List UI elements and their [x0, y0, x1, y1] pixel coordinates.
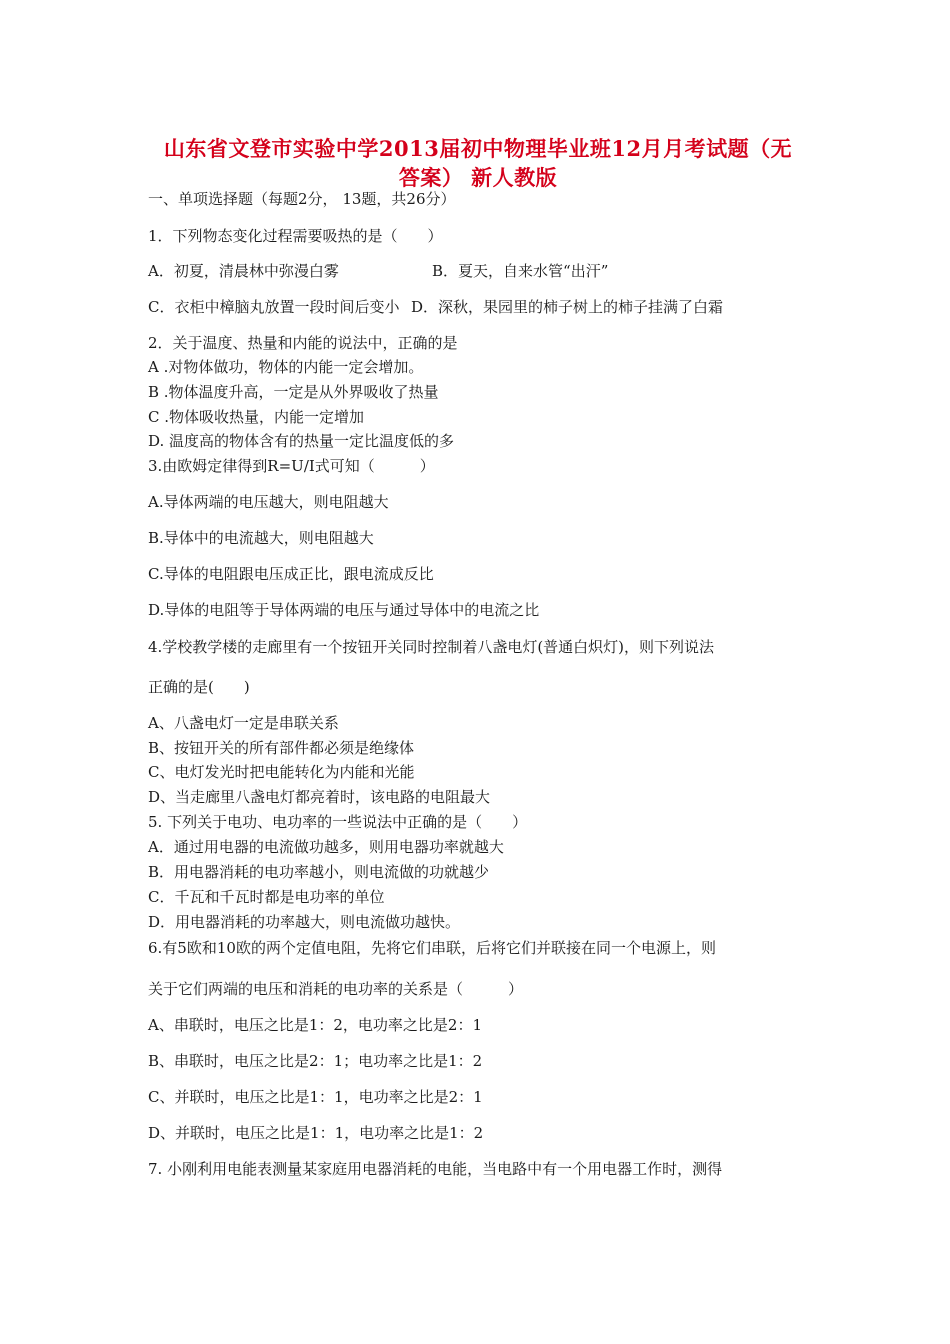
q3-option-a: A.导体两端的电压越大，则电阻越大 — [148, 493, 389, 511]
q6-option-c: C、并联时，电压之比是1：1，电功率之比是2：1 — [148, 1088, 483, 1106]
q4-stem-line-1: 4.学校教学楼的走廊里有一个按钮开关同时控制着八盏电灯(普通白炽灯)，则下列说法 — [148, 638, 715, 656]
q2-option-b: B .物体温度升高，一定是从外界吸收了热量 — [148, 383, 439, 401]
q2-option-a: A .对物体做功，物体的内能一定会增加。 — [148, 358, 424, 376]
q5-option-a: A．通过用电器的电流做功越多，则用电器功率就越大 — [148, 838, 504, 856]
q6-option-a: A、串联时，电压之比是1：2，电功率之比是2：1 — [148, 1016, 483, 1034]
q4-option-b: B、按钮开关的所有部件都必须是绝缘体 — [148, 739, 415, 757]
q4-option-a: A、八盏电灯一定是串联关系 — [148, 714, 339, 732]
q3-option-b: B.导体中的电流越大，则电阻越大 — [148, 529, 374, 547]
q4-option-d: D、当走廊里八盏电灯都亮着时，该电路的电阻最大 — [148, 788, 491, 806]
section-heading: 一、单项选择题（每题2分， 13题，共26分） — [148, 190, 456, 208]
q1-option-d: D．深秋，果园里的柿子树上的柿子挂满了白霜 — [411, 298, 724, 316]
q1-option-b: B．夏天，自来水管“出汗” — [432, 262, 609, 280]
q2-option-c: C .物体吸收热量，内能一定增加 — [148, 408, 365, 426]
q3-option-c: C.导体的电阻跟电压成正比，跟电流成反比 — [148, 565, 434, 583]
q6-option-b: B、串联时，电压之比是2：1；电功率之比是1：2 — [148, 1052, 483, 1070]
q3-stem: 3.由欧姆定律得到R=U/I式可知（ ） — [148, 457, 435, 475]
title-line-1: 山东省文登市实验中学2013届初中物理毕业班12月月考试题（无 — [163, 136, 793, 161]
q2-stem: 2．关于温度、热量和内能的说法中，正确的是 — [148, 334, 458, 352]
q7-stem: 7. 小刚利用电能表测量某家庭用电器消耗的电能，当电路中有一个用电器工作时，测得 — [148, 1160, 723, 1178]
q4-stem-line-2: 正确的是( ) — [148, 678, 250, 696]
q1-stem: 1．下列物态变化过程需要吸热的是（ ） — [148, 227, 443, 245]
q3-option-d: D.导体的电阻等于导体两端的电压与通过导体中的电流之比 — [148, 601, 540, 619]
q5-option-d: D．用电器消耗的功率越大，则电流做功越快。 — [148, 913, 461, 931]
q1-option-c: C．衣柜中樟脑丸放置一段时间后变小 — [148, 298, 400, 316]
q1-option-a: A．初夏，清晨林中弥漫白雾 — [148, 262, 339, 280]
q6-option-d: D、并联时，电压之比是1：1，电功率之比是1：2 — [148, 1124, 484, 1142]
title-line-2: 答案） 新人教版 — [398, 165, 558, 190]
q5-option-b: B．用电器消耗的电功率越小，则电流做的功就越少 — [148, 863, 490, 881]
q6-stem-line-2: 关于它们两端的电压和消耗的电功率的关系是（ ） — [148, 980, 524, 998]
q6-stem-line-1: 6.有5欧和10欧的两个定值电阻，先将它们串联，后将它们并联接在同一个电源上，则 — [148, 939, 716, 957]
q2-option-d: D. 温度高的物体含有的热量一定比温度低的多 — [148, 432, 455, 450]
q5-option-c: C．千瓦和千瓦时都是电功率的单位 — [148, 888, 385, 906]
document-title — [148, 134, 808, 192]
q5-stem: 5. 下列关于电功、电功率的一些说法中正确的是（ ） — [148, 813, 528, 831]
q4-option-c: C、电灯发光时把电能转化为内能和光能 — [148, 763, 415, 781]
